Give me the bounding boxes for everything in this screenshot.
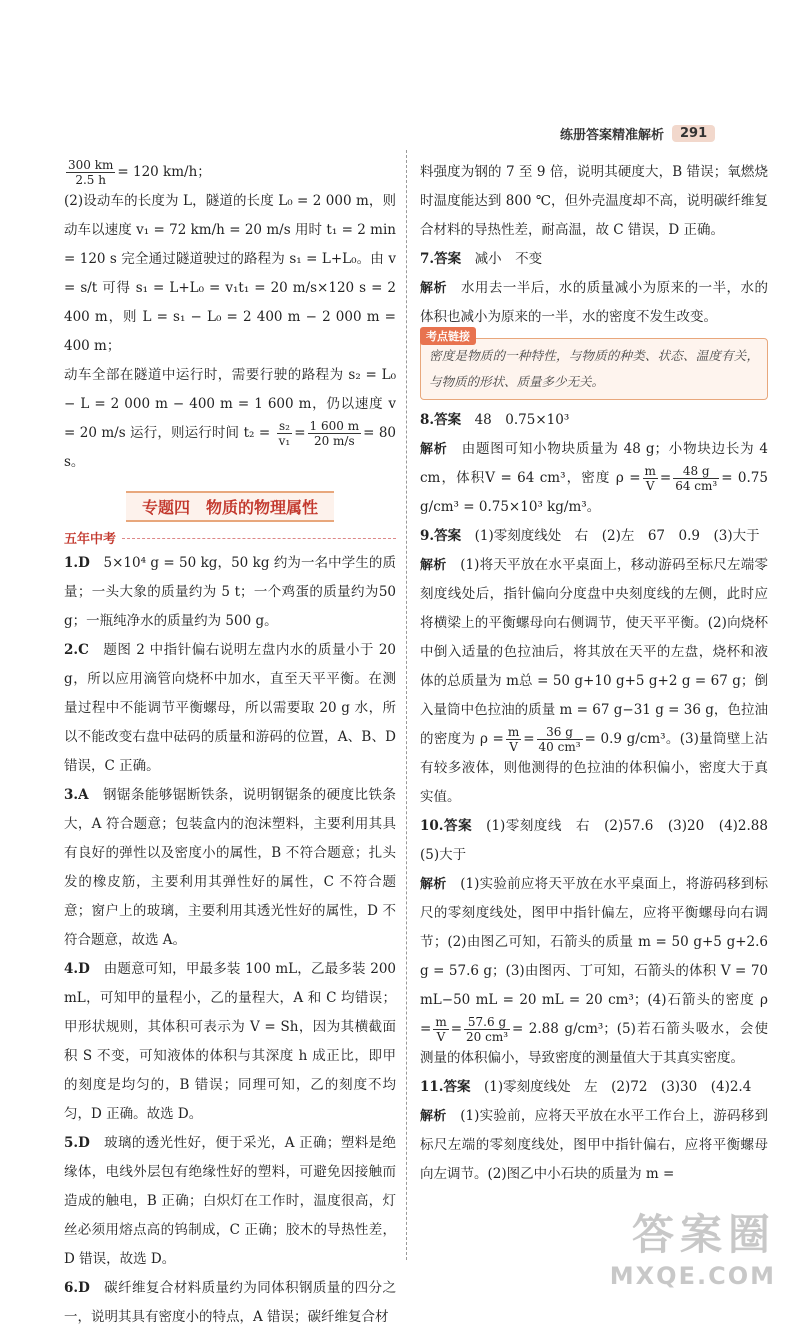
left-column (64, 158, 396, 1332)
analysis-text: = 0.9 g/cm³。(3)量筒壁上沾有较多液体，则他测得的色拉油的体积偏小，密度大于真实值。 (420, 731, 768, 805)
equals-sign: = (659, 470, 672, 486)
question-number: 10.答案 (420, 818, 473, 834)
topic-title: 专题四 物质的物理属性 (126, 491, 334, 522)
question-11-answer (420, 1073, 768, 1102)
analysis-label: 解析 (420, 1109, 447, 1124)
numerator: m (507, 725, 520, 739)
question-8-analysis (420, 435, 768, 522)
question-number: 1.D (64, 555, 90, 571)
question-number: 7.答案 (420, 251, 462, 267)
fraction (66, 158, 115, 187)
topic-heading (64, 491, 396, 522)
knowledge-link-tag: 考点链接 (420, 327, 476, 345)
section-rule (122, 537, 396, 539)
knowledge-link-box (420, 330, 768, 400)
section-heading (64, 528, 396, 547)
numerator: 1 600 m (309, 419, 360, 433)
question-text: 玻璃的透光性好，便于采光，A 正确；塑料是绝缘体，电线外层包有绝缘性好的塑料，可避免因接触而造成的触电，B 正确；白炽灯在工作时，温度很高，灯丝必须用熔点高的钨制成，C 正确；胶木的导热性差，D 错误，故选 D。 (64, 1135, 397, 1267)
question-text: 题图 2 中指针偏右说明左盘内水的质量小于 20 g，所以应用滴管向烧杯中加水，直至天平平衡。在测量过程中不能调节平衡螺母，所以需要取 20 g 水，所以不能改变右盘中砝码的质量和游码的位置，A、B、D 错误，C 正确。 (64, 642, 397, 774)
question-number: 6.D (64, 1280, 90, 1296)
question-7-answer (420, 245, 768, 274)
denominator: v₁ (278, 434, 291, 448)
question-6-continued: 料强度为钢的 7 至 9 倍，说明其硬度大，B 错误；氧燃烧时温度能达到 800 ℃，但外壳温度却不高，说明碳纤维复合材料的导热性差，耐高温，故 C 错误，D 正确。 (420, 164, 768, 238)
answer-text: (1)零刻度线 右 (2)57.6 (3)20 (4)2.88 (5)大于 (420, 818, 782, 863)
answer-text: 减小 不变 (474, 251, 543, 267)
analysis-label: 解析 (420, 558, 447, 573)
text: 动车全部在隧道中运行时，需要行驶的路程为 s₂ = L₀ − L = 2 000 m − 400 m = 1 600 m，仍以速度 v = 20 m/s 运行，则运行时间 t₂ = (64, 367, 396, 441)
section-title: 五年中考 (64, 532, 117, 547)
equals-sign: = (450, 1021, 463, 1037)
question-text: 碳纤维复合材料质量约为同体积钢质量的四分之一，说明其具有密度小的特点，A 错误；碳纤维复合材 (64, 1280, 397, 1325)
question-11-analysis (420, 1102, 768, 1189)
fraction (673, 464, 719, 493)
numerator: m (644, 464, 656, 478)
question-9-analysis (420, 551, 768, 812)
question-number: 4.D (64, 961, 90, 977)
denominator: 20 cm³ (466, 1030, 509, 1044)
knowledge-link-text: 密度是物质的一种特性，与物质的种类、状态、温度有关，与物质的形状、质量多少无关。 (429, 348, 759, 389)
question-2 (64, 636, 396, 781)
page-header (560, 122, 715, 144)
equals-sign: = (523, 731, 535, 747)
question-10-answer (420, 812, 782, 870)
analysis-text: (1)将天平放在水平桌面上，移动游码至标尺左端零刻度线处后，指针偏向分度盘中央刻度线的左侧，此时应将横梁上的平衡螺母向右侧调节，使天平平衡。(2)向烧杯中倒入适量的色拉油后，将其放在天平的左盘，烧杯和液体的总质量为 m总 = 50 g+10 g+5 g+2 g = 67 g；倒入量筒中色拉油的质量 m = 67 g−31 g = 36 g，色拉油的密度为 ρ = (420, 557, 768, 747)
paragraph-part3 (64, 361, 396, 477)
header-title: 练册答案精准解析 (560, 127, 665, 143)
question-number: 9.答案 (420, 528, 462, 544)
analysis-text: = 0.75 g/cm³ = 0.75×10³ kg/m³。 (420, 470, 768, 515)
numerator: m (435, 1015, 447, 1029)
question-number: 3.A (64, 787, 89, 803)
fraction (433, 1015, 448, 1044)
question-8-answer (420, 406, 768, 435)
watermark (610, 1202, 776, 1290)
question-number: 5.D (64, 1135, 90, 1151)
question-number: 11.答案 (420, 1079, 471, 1095)
denominator: V (436, 1030, 446, 1044)
analysis-text: 由题图可知小物块质量为 48 g；小物块边长为 4 cm，体积V = 64 cm³，密度 ρ = (420, 441, 768, 486)
answer-text: (1)零刻度线处 左 (2)72 (3)30 (4)2.4 (484, 1079, 752, 1095)
numerator: 300 km (68, 158, 114, 172)
analysis-label: 解析 (420, 442, 448, 457)
question-10-analysis (420, 870, 768, 1073)
fraction (308, 419, 362, 448)
numerator: 48 g (673, 464, 719, 479)
denominator: 20 m/s (313, 434, 355, 448)
denominator: V (509, 740, 518, 754)
question-text: 钢锯条能够锯断铁条，说明钢锯条的硬度比铁条大，A 符合题意；包装盒内的泡沫塑料，主要利用其具有良好的弹性以及密度小的属性，B 不符合题意；扎头发的橡皮筋，主要利用其弹性好的属性，C 不符合题意；窗户上的玻璃，主要利用其透光性好的属性，D 不符合题意，故选 A。 (64, 787, 397, 948)
question-5 (64, 1129, 396, 1274)
analysis-text: = 2.88 g/cm³；(5)若石箭头吸水，会使测量的体积偏小，导致密度的测量值大于其真实密度。 (420, 1021, 768, 1066)
fraction (537, 725, 583, 754)
denominator: 2.5 h (75, 173, 106, 187)
text: = 80 s。 (64, 425, 396, 470)
question-6 (64, 1274, 396, 1332)
denominator: 64 cm³ (675, 479, 718, 493)
watermark-url: MXQE.COM (609, 1262, 776, 1290)
numerator: 57.6 g (464, 1015, 510, 1030)
right-column (420, 158, 782, 1189)
analysis-text: (1)实验前，应将天平放在水平工作台上，游码移到标尺左端的零刻度线处，图甲中指针偏右，应将平衡螺母向左调节。(2)图乙中小石块的质量为 m = (420, 1108, 768, 1182)
fraction (464, 1015, 510, 1044)
denominator: 40 cm³ (538, 740, 581, 754)
denominator: V (645, 479, 655, 493)
question-1 (64, 549, 396, 636)
question-4 (64, 955, 396, 1129)
question-9-answer (420, 522, 768, 551)
column-divider (406, 150, 408, 1260)
analysis-label: 解析 (420, 877, 447, 892)
fraction (506, 725, 521, 754)
question-text: 由题意可知，甲最多装 100 mL，乙最多装 200 mL，可知甲的量程小，乙的量程大，A 和 C 均错误；甲形状规则，其体积可表示为 V = Sh，因为其横截面积 S 不变，可知液体的体积与其深度 h 成正比，即甲的刻度是均匀的，B 错误；同理可知，乙的刻度不均匀，D 正确。故选 D。 (64, 961, 396, 1122)
page-number: 291 (672, 125, 715, 142)
question-number: 8.答案 (420, 412, 462, 428)
paragraph-part2: (2)设动车的长度为 L，隧道的长度 L₀ = 2 000 m，则动车以速度 v₁ = 72 km/h = 20 m/s 用时 t₁ = 2 min = 120 s 完全通过隧道驶过的路程为 s₁ = L+L₀。由 v = s/t 可得 s₁ = L+L₀ = v₁t₁ = 20 m/s×120 s = 2 400 m，则 L = s₁ − L₀ = 2 400 m − 2 000 m = 400 m； (64, 193, 396, 354)
question-3 (64, 781, 396, 955)
equals-sign: = (294, 425, 306, 441)
watermark-logo-text: 答案圈 (631, 1210, 776, 1259)
question-number: 2.C (64, 642, 89, 658)
analysis-label: 解析 (420, 281, 447, 296)
analysis-text: (1)实验前应将天平放在水平桌面上，将游码移到标尺的零刻度线处，图甲中指针偏左，应将平衡螺母向右调节；(2)由图乙可知，石箭头的质量 m = 50 g+5 g+2.6 g = 57.6 g；(3)由图丙、丁可知，石箭头的体积 V = 70 mL−50 mL = 20 mL = 20 cm³；(4)石箭头的密度 ρ = (420, 876, 768, 1037)
answer-text: 48 0.75×10³ (474, 412, 570, 428)
fraction (277, 419, 293, 448)
numerator: s₂ (277, 419, 293, 434)
question-7-analysis (420, 274, 768, 332)
speed-result-line (64, 158, 396, 187)
numerator: 36 g (537, 725, 583, 740)
equation-text: = 120 km/h； (117, 164, 211, 180)
answer-text: (1)零刻度线处 右 (2)左 67 0.9 (3)大于 (474, 528, 760, 544)
question-text: 5×10⁴ g = 50 kg，50 kg 约为一名中学生的质量；一头大象的质量约为 5 t；一个鸡蛋的质量约为50 g；一瓶纯净水的质量约为 500 g。 (64, 555, 396, 629)
analysis-text: 水用去一半后，水的质量减小为原来的一半，水的体积也减小为原来的一半，水的密度不发生改变。 (420, 280, 769, 325)
fraction (643, 464, 658, 493)
